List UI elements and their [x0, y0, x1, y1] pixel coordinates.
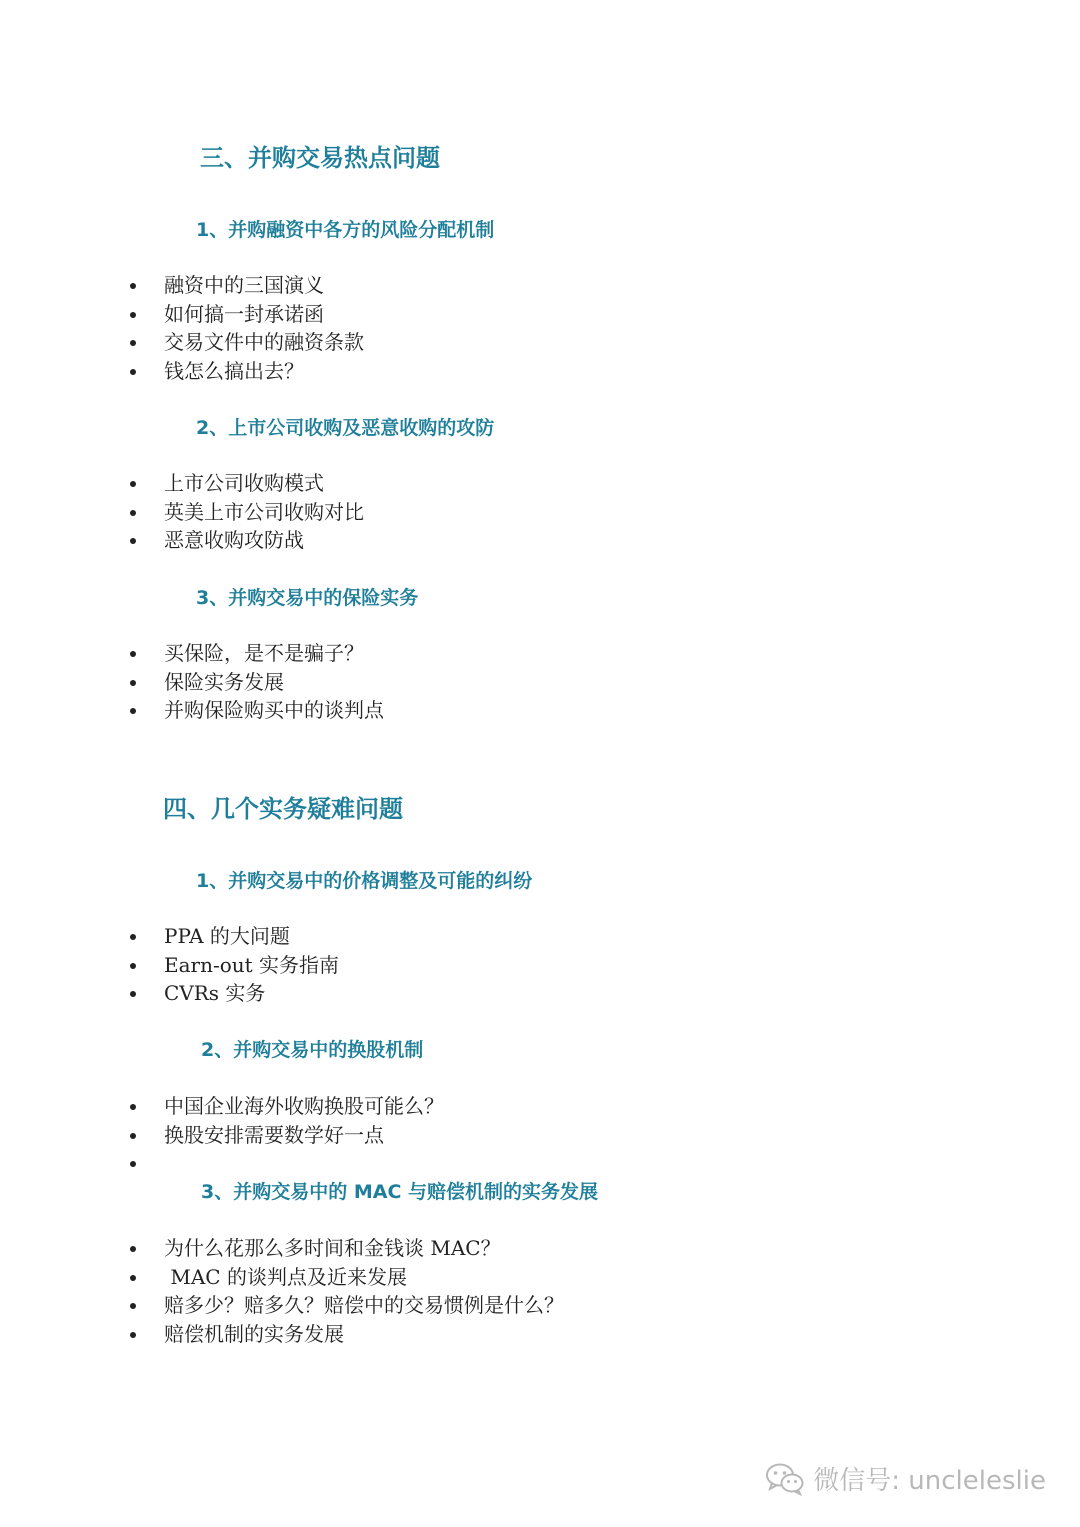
wechat-watermark	[765, 1460, 1046, 1497]
section-heading-3: 三、并购交易热点问题	[200, 144, 440, 172]
bullet-icon	[130, 963, 136, 969]
bullet-icon	[130, 708, 136, 714]
subsection-heading-4-2: 2、并购交易中的换股机制	[201, 1039, 424, 1061]
bullet-icon	[130, 1133, 136, 1139]
bullet-icon	[130, 680, 136, 686]
wechat-icon	[765, 1462, 805, 1496]
subsection-heading-3-3: 3、并购交易中的保险实务	[196, 587, 419, 609]
bullet-icon	[130, 510, 136, 516]
bullet-icon	[130, 312, 136, 318]
bullet-icon	[130, 340, 136, 346]
subsection-heading-4-1: 1、并购交易中的价格调整及可能的纠纷	[196, 870, 533, 892]
bullet-icon	[130, 1104, 136, 1110]
bullet-icon	[130, 538, 136, 544]
bullet-icon	[130, 1275, 136, 1281]
bullet-icon	[130, 1161, 136, 1167]
bullet-icon	[130, 934, 136, 940]
subsection-heading-3-2: 2、上市公司收购及恶意收购的攻防	[196, 417, 495, 439]
bullet-icon	[130, 1246, 136, 1252]
section-heading-4: 四、几个实务疑难问题	[163, 795, 403, 823]
bullet-icon	[130, 283, 136, 289]
watermark-text: 微信号: uncleleslie	[813, 1466, 1046, 1496]
subsection-heading-4-3: 3、并购交易中的 MAC 与赔偿机制的实务发展	[201, 1181, 599, 1203]
bullet-icon	[130, 369, 136, 375]
bullet-icon	[130, 1303, 136, 1309]
bullet-icon	[130, 481, 136, 487]
subsection-heading-3-1: 1、并购融资中各方的风险分配机制	[196, 219, 495, 241]
bullet-icon	[130, 1332, 136, 1338]
bullet-icon	[130, 651, 136, 657]
bullet-icon	[130, 991, 136, 997]
